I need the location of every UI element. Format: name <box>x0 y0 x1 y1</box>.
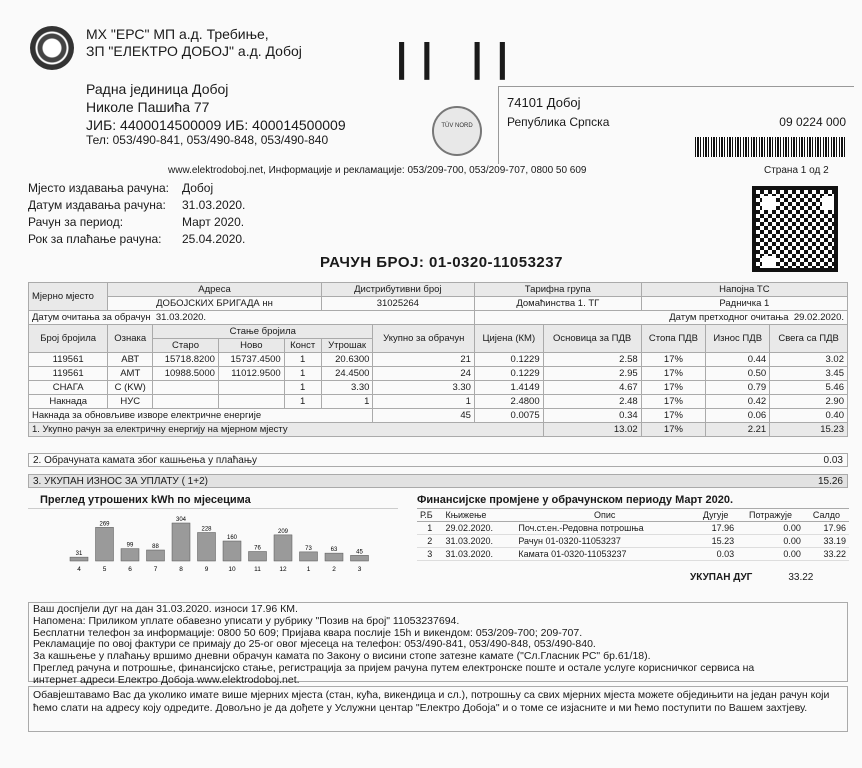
chart-bar <box>198 533 216 562</box>
cell-sum: 2.90 <box>770 395 848 409</box>
cell-rate: 17% <box>641 367 705 381</box>
col-meter: Број бројила <box>29 325 108 353</box>
roman-two-mark: || || <box>396 36 522 80</box>
cell-usage: 24.4500 <box>321 367 373 381</box>
cell-rate: 17% <box>641 395 705 409</box>
unit-block <box>86 80 346 134</box>
chart-category-label: 6 <box>128 566 132 573</box>
meta-row <box>28 231 245 248</box>
fin-cell: Камата 01-0320-11053237 <box>515 548 694 561</box>
grand-total-label: 3. УКУПАН ИЗНОС ЗА УПЛАТУ ( 1+2) <box>33 475 208 487</box>
interest-row <box>28 453 848 467</box>
note-line: интернет адреси Електро Добоја www.elektrodoboj.net. <box>33 673 300 686</box>
chart-value-label: 209 <box>277 528 289 535</box>
read-date-label: Датум очитања за обрачун <box>32 312 151 323</box>
fin-row <box>417 548 849 561</box>
col-old: Старо <box>153 339 219 353</box>
fin-cell: 0.00 <box>737 522 804 535</box>
meta-value: Март 2020. <box>182 215 245 229</box>
chart-category-label: 3 <box>357 566 362 573</box>
cell-base: 2.48 <box>543 395 641 409</box>
chart-value-label: 45 <box>356 549 363 556</box>
chart-bar <box>351 555 369 561</box>
note-line: Рекламације по овој фактури се примају до 25-ог овог мјесеца на телефон: 053/490-841, 053/490-848, 053/490-840. <box>33 638 596 651</box>
address-value: ДОБОЈСКИХ БРИГАДА нн <box>108 297 321 311</box>
tariff-header: Тарифна група <box>474 283 641 297</box>
cell-base: 4.67 <box>543 381 641 395</box>
cell-old <box>153 381 219 395</box>
fin-col-balance: Салдо <box>804 509 849 522</box>
cell-vat: 0.42 <box>706 395 770 409</box>
table-row <box>29 395 848 409</box>
chart-value-label: 99 <box>126 542 134 549</box>
cell-const: 1 <box>284 381 321 395</box>
fin-col-credit: Потражује <box>737 509 804 522</box>
fin-col-desc: Опис <box>515 509 694 522</box>
note-line: Преглед рачуна и потрошње, финансијско стање, регистрација за пријем рачуна путем електронске поште и остале услуге корисничког сервиса на <box>33 661 755 674</box>
cell-base: 2.58 <box>543 353 641 367</box>
renewable-price: 0.0075 <box>474 409 543 423</box>
chart-value-label: 228 <box>201 526 212 533</box>
cell-rate: 17% <box>641 381 705 395</box>
cell-price: 0.1229 <box>474 353 543 367</box>
fin-header-row <box>417 509 849 522</box>
cell-total: 3.30 <box>373 381 475 395</box>
interest-label: 2. Обрачуната камата због кашњења у плаћању <box>33 454 257 466</box>
chart-bar <box>300 552 318 561</box>
renewable-label: Накнада за обновљиве изворе електричне енергије <box>29 409 373 423</box>
consumption-table <box>28 282 848 437</box>
invoice-title: РАЧУН БРОЈ: 01-0320-11053237 <box>320 254 563 271</box>
chart-value-label: 269 <box>99 521 110 528</box>
issuer-block <box>86 26 302 60</box>
col-sum: Свега са ПДВ <box>770 325 848 353</box>
renewable-vat: 0.06 <box>706 409 770 423</box>
subtotal-label: 1. Укупно рачун за електричну енергију на мјерном мјесту <box>29 423 544 437</box>
cell-rate: 17% <box>641 353 705 367</box>
chart-category-label: 4 <box>77 566 81 573</box>
cell-usage: 20.6300 <box>321 353 373 367</box>
cell-meter: СНАГА <box>29 381 108 395</box>
fin-col-date: Књижење <box>442 509 515 522</box>
cell-vat: 0.79 <box>706 381 770 395</box>
ts-header: Напојна ТС <box>641 283 847 297</box>
chart-category-label: 2 <box>332 566 336 573</box>
chart-bar <box>96 527 114 561</box>
cell-new: 15737.4500 <box>218 353 284 367</box>
cell-mark: АМТ <box>108 367 153 381</box>
total-debt-value: 33.22 <box>788 572 814 583</box>
cell-base: 2.95 <box>543 367 641 381</box>
cell-new <box>218 395 284 409</box>
fin-cell: 0.00 <box>737 535 804 548</box>
meta-row <box>28 214 245 231</box>
fin-cell: 17.96 <box>694 522 737 535</box>
tariff-value: Домаћинства 1. ТГ <box>474 297 641 311</box>
subtotal-vat: 2.21 <box>706 423 770 437</box>
address-header: Адреса <box>108 283 321 297</box>
cell-sum: 3.02 <box>770 353 848 367</box>
cell-meter: 119561 <box>29 367 108 381</box>
chart-value-label: 160 <box>226 535 238 541</box>
chart-value-label: 31 <box>75 551 83 558</box>
fin-cell: 17.96 <box>804 522 849 535</box>
col-rate: Стопа ПДВ <box>641 325 705 353</box>
fin-cell: 33.22 <box>804 548 849 561</box>
col-new: Ново <box>218 339 284 353</box>
fin-table <box>417 508 849 561</box>
chart-bar <box>172 523 190 561</box>
consumption-chart <box>28 508 398 596</box>
note-line: Ваш доспјели дуг на дан 31.03.2020. износи 17.96 КМ. <box>33 603 298 615</box>
fin-cell: 15.23 <box>694 535 737 548</box>
col-state: Стање бројила <box>153 325 373 339</box>
fin-cell: 31.03.2020. <box>442 548 515 561</box>
chart-category-label: 5 <box>102 566 107 573</box>
meta-label: Рачун за период: <box>28 215 124 229</box>
renewable-total: 45 <box>373 409 475 423</box>
chart-category-label: 12 <box>279 566 287 573</box>
chart-category-label: 10 <box>228 566 236 573</box>
meta-value: 25.04.2020. <box>182 232 246 246</box>
fin-cell: 31.03.2020. <box>442 535 515 548</box>
chart-category-label: 9 <box>204 566 209 573</box>
fin-cell: Поч.ст.ен.-Редовна потрошња <box>515 522 694 535</box>
chart-svg <box>28 509 398 597</box>
interest-value: 0.03 <box>823 454 843 466</box>
recipient-country: Република Српска <box>507 115 610 129</box>
fin-cell: 1 <box>417 522 442 535</box>
grand-total-value: 15.26 <box>817 475 843 487</box>
cell-const: 1 <box>284 367 321 381</box>
fin-col-no: Р.Б <box>417 509 442 522</box>
table-row <box>29 381 848 395</box>
cell-old <box>153 395 219 409</box>
renewable-row <box>29 409 848 423</box>
table-row <box>29 367 848 381</box>
fin-cell: 33.19 <box>804 535 849 548</box>
chart-category-label: 7 <box>153 566 158 573</box>
ts-value: Радничка 1 <box>641 297 847 311</box>
chart-value-label: 76 <box>254 545 261 552</box>
issuer-phones: Тел: 053/490-841, 053/490-848, 053/490-840 <box>86 133 329 147</box>
meta-value: 31.03.2020. <box>182 198 246 212</box>
chart-bar <box>147 550 165 561</box>
note-line: Напомена: Приликом уплате обавезно уписати у рубрику "Позив на број" 11053237694. <box>33 614 460 627</box>
company-logo <box>30 26 74 70</box>
recipient-code: 09 0224 000 <box>779 115 846 129</box>
cell-old: 10988.5000 <box>153 367 219 381</box>
chart-bar <box>121 549 139 561</box>
read-date-value: 31.03.2020. <box>155 312 207 323</box>
cell-sum: 3.45 <box>770 367 848 381</box>
fin-cell: 0.03 <box>694 548 737 561</box>
tuv-certification-seal: TÜV NORD <box>432 106 482 156</box>
chart-bar <box>325 553 343 561</box>
note-line: За кашњење у плаћању вршимо дневни обрачун камата по Закону о висини стопе затезне камате ("Сл.Гласник РС" бр.61/18). <box>33 650 651 663</box>
cell-total: 21 <box>373 353 475 367</box>
col-price: Цијена (КМ) <box>474 325 543 353</box>
cell-old: 15718.8200 <box>153 353 219 367</box>
prev-date-label: Датум претходног очитања <box>669 312 789 323</box>
cell-new <box>218 381 284 395</box>
fin-row <box>417 522 849 535</box>
fin-cell: 3 <box>417 548 442 561</box>
cell-mark: АВТ <box>108 353 153 367</box>
fin-col-debit: Дугује <box>694 509 737 522</box>
prev-date-cell <box>474 311 847 325</box>
cell-price: 0.1229 <box>474 367 543 381</box>
chart-bar <box>274 535 292 561</box>
cell-meter: 119561 <box>29 353 108 367</box>
cell-mark: С (KW) <box>108 381 153 395</box>
dist-header: Дистрибутивни број <box>321 283 474 297</box>
cell-usage: 1 <box>321 395 373 409</box>
meta-label: Рок за плаћање рачуна: <box>28 232 162 246</box>
col-vat: Износ ПДВ <box>706 325 770 353</box>
fin-cell: 29.02.2020. <box>442 522 515 535</box>
fin-cell: Рачун 01-0320-11053237 <box>515 535 694 548</box>
col-const: Конст <box>284 339 321 353</box>
cell-const: 1 <box>284 395 321 409</box>
subtotal-sum: 15.23 <box>770 423 848 437</box>
cell-sum: 5.46 <box>770 381 848 395</box>
fin-cell: 0.00 <box>737 548 804 561</box>
total-debt-label: УКУПАН ДУГ <box>690 572 753 583</box>
renewable-rate: 17% <box>641 409 705 423</box>
cell-const: 1 <box>284 353 321 367</box>
chart-category-label: 11 <box>254 566 261 573</box>
chart-title: Преглед утрошених kWh по мјесецима <box>40 494 251 506</box>
fin-title: Финансијске промјене у обрачунском периоду Март 2020. <box>417 494 734 506</box>
fin-cell: 2 <box>417 535 442 548</box>
col-mark: Ознака <box>108 325 153 353</box>
notes-box <box>28 602 848 686</box>
postal-barcode <box>695 137 845 157</box>
meta-label: Мјесто издавања рачуна: <box>28 181 169 195</box>
cell-new: 11012.9500 <box>218 367 284 381</box>
cell-vat: 0.44 <box>706 353 770 367</box>
cell-total: 24 <box>373 367 475 381</box>
meta-row <box>28 180 245 197</box>
notice-box: Обавјештавамо Вас да уколико имате више мјерних мјеста (стан, кућа, викендица и сл.), потрошњу са свих мјерних мјеста можете обједињити на један рачун који ћемо слати на адресу коју одредите. Довољно је да дођете у Услужни центар "Електро Добоја" и о томе се изјасните и ми ћемо поступити по Вашем захтјеву. <box>28 686 848 732</box>
table-row <box>29 353 848 367</box>
subtotal-rate: 17% <box>641 423 705 437</box>
recipient-box <box>498 86 854 164</box>
issuer-line1: МХ "ЕРС" МП а.д. Требиње, <box>86 26 269 42</box>
meta-row <box>28 197 245 214</box>
grand-total-row <box>28 474 848 488</box>
total-debt <box>690 572 813 583</box>
meta-label: Датум издавања рачуна: <box>28 198 166 212</box>
cell-price: 1.4149 <box>474 381 543 395</box>
dist-value: 31025264 <box>321 297 474 311</box>
cell-mark: НУС <box>108 395 153 409</box>
unit-street: Николе Пашића 77 <box>86 99 210 115</box>
note-line: Бесплатни телефон за информације: 0800 50 609; Пријава квара послије 15h и викендом: 053/209-700; 209-707. <box>33 626 583 639</box>
page-number: Страна 1 од 2 <box>764 165 829 176</box>
chart-category-label: 1 <box>306 566 311 573</box>
web-info: www.elektrodoboj.net, Информације и рекламације: 053/209-700, 053/209-707, 0800 50 609 <box>168 165 587 176</box>
prev-date-value: 29.02.2020. <box>793 312 844 323</box>
recipient-city: 74101 Добој <box>507 95 581 110</box>
fin-row <box>417 535 849 548</box>
chart-value-label: 88 <box>152 544 159 550</box>
subtotal-base: 13.02 <box>543 423 641 437</box>
chart-value-label: 73 <box>305 545 312 552</box>
read-date-cell <box>29 311 475 325</box>
chart-category-label: 8 <box>179 566 183 573</box>
issuer-line2: ЗП "ЕЛЕКТРО ДОБОЈ" а.д. Добој <box>86 43 302 59</box>
cell-vat: 0.50 <box>706 367 770 381</box>
chart-value-label: 63 <box>330 547 338 554</box>
unit-ids: ЈИБ: 4400014500009 ИБ: 400014500009 <box>86 117 346 133</box>
cell-price: 2.4800 <box>474 395 543 409</box>
cell-usage: 3.30 <box>321 381 373 395</box>
chart-bar <box>70 557 88 561</box>
chart-bar <box>249 552 267 562</box>
location-label: Мјерно мјесто <box>29 283 108 311</box>
invoice-meta <box>28 180 245 248</box>
col-base: Основица за ПДВ <box>543 325 641 353</box>
meta-value: Добој <box>182 181 214 195</box>
renewable-sum: 0.40 <box>770 409 848 423</box>
subtotal-row <box>29 423 848 437</box>
unit-name: Радна јединица Добој <box>86 81 229 97</box>
qr-code <box>752 186 838 272</box>
col-usage: Утрошак <box>321 339 373 353</box>
col-total: Укупно за обрачун <box>373 325 475 353</box>
chart-bar <box>223 541 241 561</box>
chart-value-label: 304 <box>175 517 187 523</box>
cell-meter: Накнада <box>29 395 108 409</box>
cell-total: 1 <box>373 395 475 409</box>
renewable-base: 0.34 <box>543 409 641 423</box>
